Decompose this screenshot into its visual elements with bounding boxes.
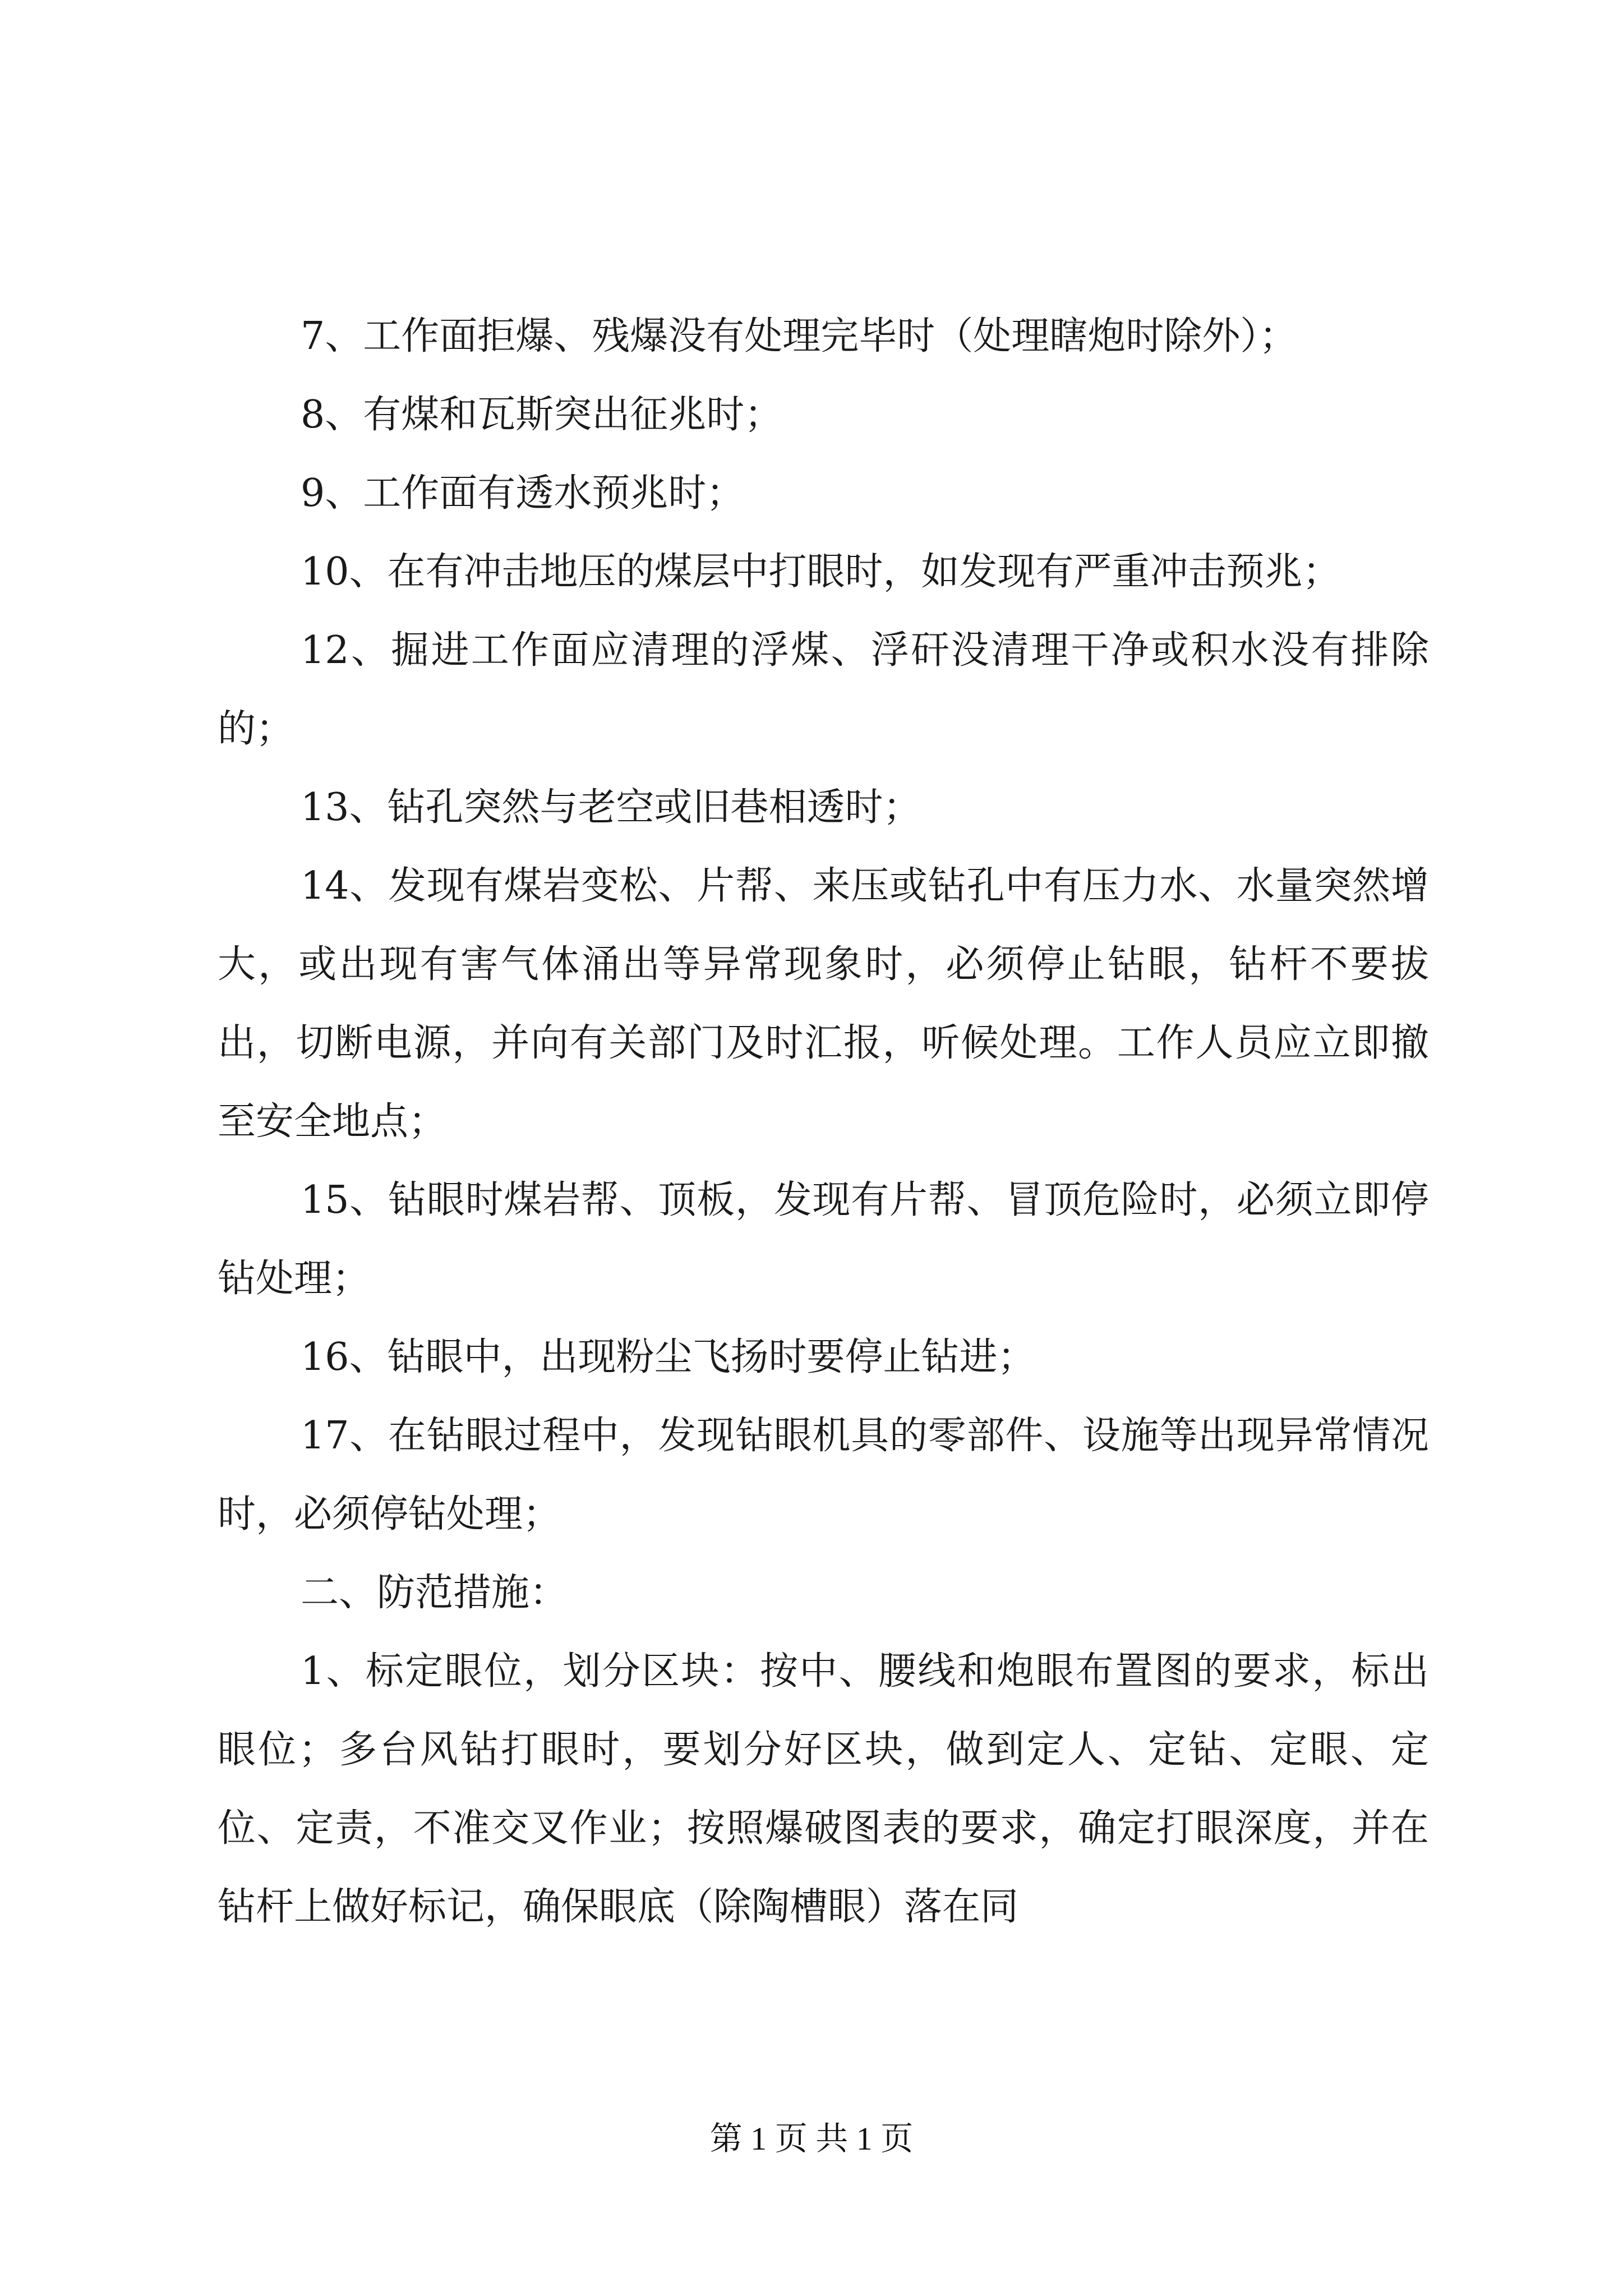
paragraph-14: 14、发现有煤岩变松、片帮、来压或钻孔中有压力水、水量突然增大，或出现有害气体涌出等异常现象时，必须停止钻眼，钻杆不要拔出，切断电源，并向有关部门及时汇报，听候处理。工作人员应立即撤至安全地点； bbox=[218, 864, 1429, 1144]
paragraph-9: 9、工作面有透水预兆时； bbox=[301, 471, 745, 516]
paragraph-10 bbox=[218, 533, 1429, 611]
paragraph-13: 13、钻孔突然与老空或旧巷相透时； bbox=[301, 785, 921, 830]
paragraph-text: 10、在有冲击地压的煤层中打眼时，如发现有严重冲击预兆； bbox=[301, 550, 1341, 594]
paragraph-15: 15、钻眼时煤岩帮、顶板，发现有片帮、冒顶危险时，必须立即停钻处理； bbox=[218, 1178, 1429, 1301]
paragraph-7 bbox=[218, 297, 1429, 376]
section-heading: 二、防范措施： bbox=[301, 1571, 568, 1615]
paragraph-text: 7、工作面拒爆、残爆没有处理完毕时（处理瞎炮时除外）； bbox=[301, 314, 1298, 358]
document-body bbox=[218, 297, 1429, 1947]
paragraph-8: 8、有煤和瓦斯突出征兆时； bbox=[301, 393, 783, 437]
paragraph-17: 17、在钻眼过程中，发现钻眼机具的零部件、设施等出现异常情况时，必须停钻处理； bbox=[218, 1414, 1429, 1536]
paragraph-measure-1: 1、标定眼位，划分区块：按中、腰线和炮眼布置图的要求，标出眼位；多台风钻打眼时，要划分好区块，做到定人、定钻、定眼、定位、定责，不准交叉作业；按照爆破图表的要求，确定打眼深度，并在钻杆上做好标记，确保眼底（除陶槽眼）落在同 bbox=[218, 1649, 1429, 1929]
paragraph-12: 12、掘进工作面应清理的浮煤、浮矸没清理干净或积水没有排除的； bbox=[218, 628, 1429, 751]
paragraph-16: 16、钻眼中，出现粉尘飞扬时要停止钻进； bbox=[301, 1335, 1036, 1379]
page-footer: 第 1 页 共 1 页 bbox=[709, 2120, 914, 2157]
